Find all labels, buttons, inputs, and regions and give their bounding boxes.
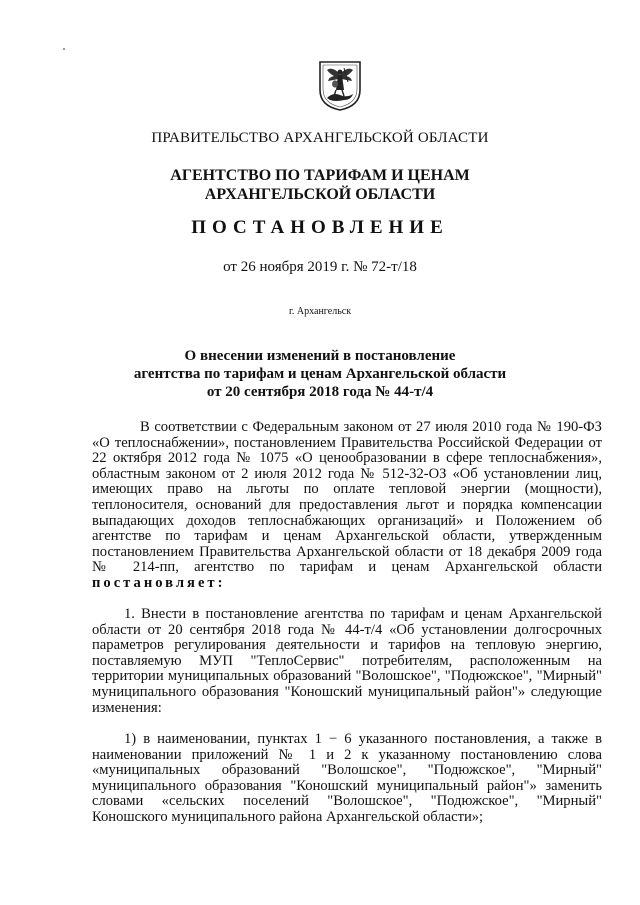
paragraph-preamble bbox=[92, 420, 602, 592]
document-type: ПОСТАНОВЛЕНИЕ bbox=[191, 217, 449, 238]
document-city: г. Архангельск bbox=[288, 306, 352, 317]
agency-name bbox=[0, 166, 640, 204]
title-line2: агентства по тарифам и ценам Архангельской области bbox=[133, 366, 507, 382]
agency-name-line1: АГЕНТСТВО ПО ТАРИФАМ И ЦЕНАМ bbox=[170, 167, 470, 184]
title-line3: от 20 сентября 2018 года № 44-т/4 bbox=[206, 384, 434, 400]
resolves-word: постановляет: bbox=[92, 574, 226, 591]
scan-speck bbox=[63, 48, 65, 50]
title-line1: О внесении изменений в постановление bbox=[184, 348, 456, 364]
agency-name-line2: АРХАНГЕЛЬСКОЙ ОБЛАСТИ bbox=[204, 186, 436, 203]
paragraph-item-1: 1. Внести в постановление агентства по тарифам и ценам Архангельской области от 20 сентября 2018 года № 44-т/4 «Об установлении долгосрочных параметров регулирования деятельности и тарифов на тепловую энергию, поставляемую МУП "ТеплоСервис" потребителям, расположенным на территории муниципальных образований "Волошское", "Подюжское", "Мирный" муниципального образования "Коношский муниципальный район"» следующие изменения: bbox=[92, 606, 602, 716]
coat-of-arms-archangel-icon bbox=[318, 60, 362, 112]
document-date-number: от 26 ноября 2019 г. № 72-т/18 bbox=[223, 259, 417, 275]
document-title bbox=[0, 347, 640, 401]
preamble-text: В соответствии с Федеральным законом от 27 июля 2010 года № 190-ФЗ «О теплоснабжении», постановлением Правительства Российской Федерации от 22 октября 2012 года № 1075 «О ценообразовании в сфере теплоснабжения», областным законом от 2 июля 2012 года № 512-32-ОЗ «Об установлении лиц, имеющих право на льготы по оплате тепловой энергии (мощности), теплоносителя, оснований для предоставления льгот и порядка компенсации выпадающих доходов теплоснабжающих организаций» и Положением об агентстве по тарифам и ценам Архангельской области, утвержденным постановлением Правительства Архангельской области от 18 декабря 2009 года № 214-пп, агентство по тарифам и ценам Архангельской области bbox=[92, 419, 602, 576]
paragraph-subitem-1: 1) в наименовании, пунктах 1 − 6 указанного постановления, а также в наименовании приложений № 1 и 2 к указанному постановлению слова «муниципальных образований "Волошское", "Подюжское", "Мирный" муниципального образования "Коношский муниципальный район"» заменить словами «сельских поселений "Волошское", "Подюжское", "Мирный" Коношского муниципального района Архангельской области»; bbox=[92, 731, 602, 825]
government-name: ПРАВИТЕЛЬСТВО АРХАНГЕЛЬСКОЙ ОБЛАСТИ bbox=[151, 130, 489, 146]
